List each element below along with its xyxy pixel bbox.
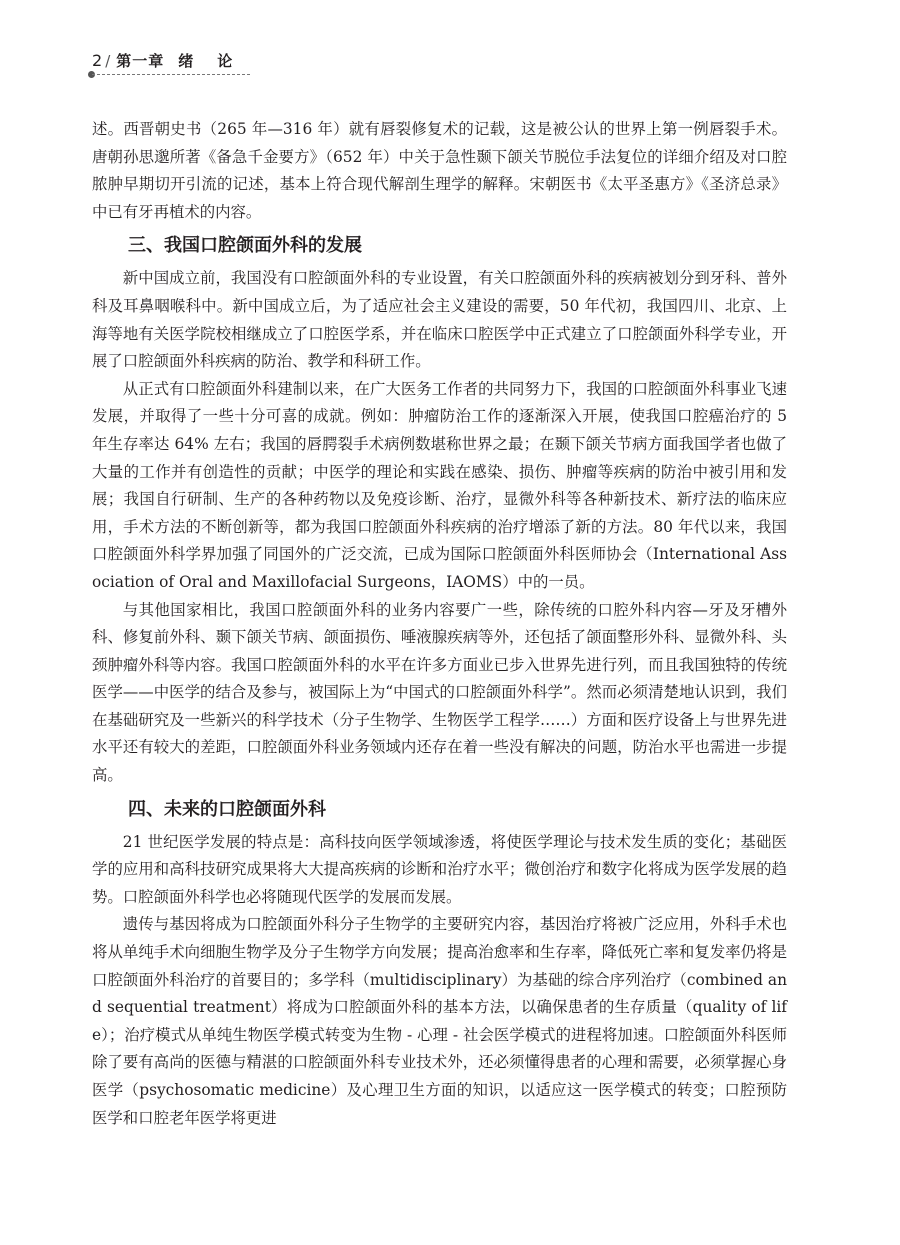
header-separator: / bbox=[105, 52, 111, 70]
section-heading-future: 四、未来的口腔颌面外科 bbox=[128, 798, 326, 820]
paragraph: 与其他国家相比，我国口腔颌面外科的业务内容要广一些，除传统的口腔外科内容—牙及牙槽外科、修复前外科、颞下颌关节病、颌面损伤、唾液腺疾病等外，还包括了颌面整形外科、显微外科、头颈肿瘤外科等内容。我国口腔颌面外科的水平在许多方面业已步入世界先进行列，而且我国独特的传统医学——中医学的结合及参与，被国际上为“中国式的口腔颌面外科学”。然而必须清楚地认识到，我们在基础研究及一些新兴的科学技术（分子生物学、生物医学工程学……）方面和医疗设备上与世界先进水平还有较大的差距，口腔颌面外科业务领域内还存在着一些没有解决的问题，防治水平也需进一步提高。 bbox=[92, 600, 787, 785]
paragraph: 21 世纪医学发展的特点是：高科技向医学领域渗透，将使医学理论与技术发生质的变化；基础医学的应用和高科技研究成果将大大提高疾病的诊断和治疗水平；微创治疗和数字化将成为医学发展的趋势。口腔颌面外科学也必将随现代医学的发展而发展。 bbox=[92, 832, 787, 906]
chapter-title: 绪论 bbox=[178, 52, 257, 70]
page-number: 2 bbox=[92, 51, 103, 70]
paragraph: 新中国成立前，我国没有口腔颌面外科的专业设置，有关口腔颌面外科的疾病被划分到牙科、普外科及耳鼻咽喉科中。新中国成立后，为了适应社会主义建设的需要，50 年代初，我国四川、北京、上海等地有关医学院校相继成立了口腔医学系，并在临床口腔医学中正式建立了口腔颌面外科学专业，开展了口腔颌面外科疾病的防治、教学和科研工作。 bbox=[92, 269, 787, 371]
paragraph-continued: 述。西晋朝史书（265 年—316 年）就有唇裂修复术的记载，这是被公认的世界上第一例唇裂手术。唐朝孙思邈所著《备急千金要方》（652 年）中关于急性颞下颌关节脱位手法复位的详细介绍及对口腔脓肿早期切开引流的记述，基本上符合现代解剖生理学的解释。宋朝医书《太平圣惠方》《圣济总录》中已有牙再植术的内容。 bbox=[92, 120, 787, 221]
section-heading-development: 三、我国口腔颌面外科的发展 bbox=[128, 235, 362, 257]
paragraph: 从正式有口腔颌面外科建制以来，在广大医务工作者的共同努力下，我国的口腔颌面外科事业飞速发展，并取得了一些十分可喜的成就。例如：肿瘤防治工作的逐渐深入开展，使我国口腔癌治疗的 5 年生存率达 64% 左右；我国的唇腭裂手术病例数堪称世界之最；在颞下颌关节病方面我国学者也做了大量的工作并有创造性的贡献；中医学的理论和实践在感染、损伤、肿瘤等疾病的防治中被引用和发展；我国自行研制、生产的各种药物以及免疫诊断、治疗，显微外科等各种新技术、新疗法的临床应用，手术方法的不断创新等，都为我国口腔颌面外科疾病的治疗增添了新的方法。80 年代以来，我国口腔颌面外科学界加强了同国外的广泛交流，已成为国际口腔颌面外科医师协会（International Association of Oral and Maxillofacial Surgeons，IAOMS）中的一员。 bbox=[92, 379, 787, 591]
header-rule bbox=[92, 74, 250, 75]
body-text bbox=[92, 116, 787, 1132]
paragraph: 遗传与基因将成为口腔颌面外科分子生物学的主要研究内容，基因治疗将被广泛应用，外科手术也将从单纯手术向细胞生物学及分子生物学方向发展；提高治愈率和生存率，降低死亡率和复发率仍将是口腔颌面外科治疗的首要目的；多学科（multidisciplinary）为基础的综合序列治疗（combined and sequential treatment）将成为口腔颌面外科的基本方法，以确保患者的生存质量（quality of life）；治疗模式从单纯生物医学模式转变为生物 - 心理 - 社会医学模式的进程将加速。口腔颌面外科医师除了要有高尚的医德与精湛的口腔颌面外科专业技术外，还必须懂得患者的心理和需要，必须掌握心身医学（psychosomatic medicine）及心理卫生方面的知识，以适应这一医学模式的转变；口腔预防医学和口腔老年医学将更进 bbox=[92, 915, 787, 1127]
running-header bbox=[92, 50, 256, 72]
chapter-label: 第一章 bbox=[116, 52, 165, 70]
